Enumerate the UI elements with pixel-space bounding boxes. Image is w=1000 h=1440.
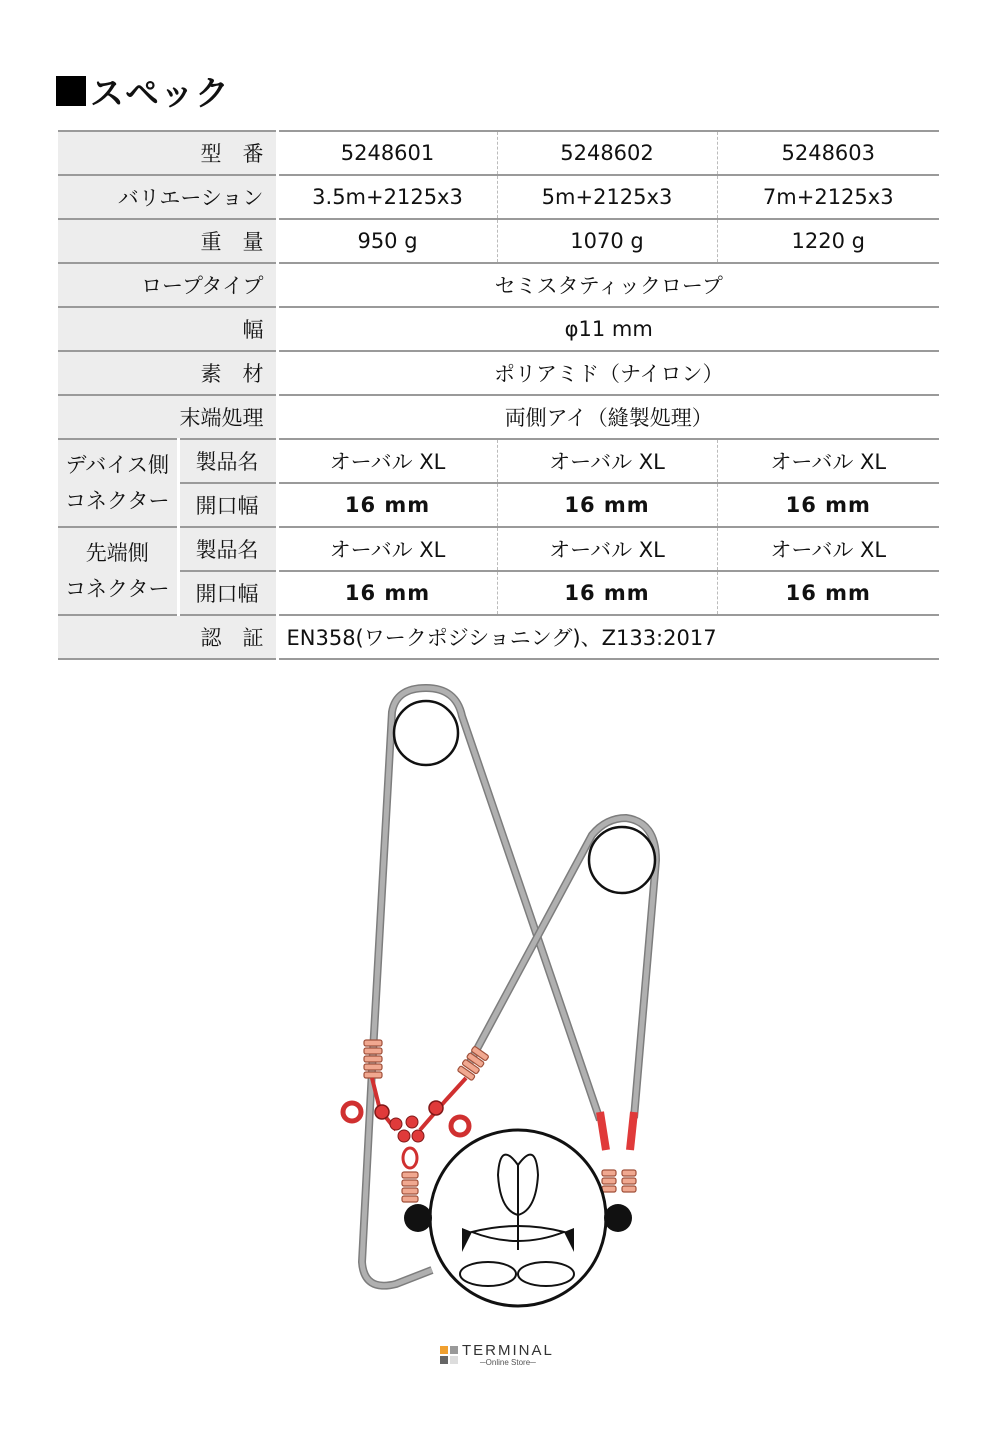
table-row bbox=[58, 615, 939, 659]
table-row bbox=[58, 131, 939, 175]
label-model: 型 番 bbox=[58, 131, 277, 175]
label-certification: 認 証 bbox=[58, 615, 277, 659]
device-connector-line1: デバイス側 bbox=[65, 453, 170, 477]
end-treatment: 両側アイ（縫製処理） bbox=[277, 395, 939, 439]
tip-opening-3: 16 mm bbox=[717, 571, 939, 615]
model-2: 5248602 bbox=[497, 131, 717, 175]
weight-2: 1070 g bbox=[497, 219, 717, 263]
device-opening-2: 16 mm bbox=[497, 483, 717, 527]
sleeve-left bbox=[364, 1040, 382, 1078]
label-opening: 開口幅 bbox=[178, 571, 277, 615]
table-row bbox=[58, 219, 939, 263]
device-connector-line2: コネクター bbox=[64, 489, 170, 513]
label-material: 素 材 bbox=[58, 351, 277, 395]
table-row bbox=[58, 571, 939, 615]
tree-pulley-icon bbox=[394, 701, 655, 893]
label-rope-type: ロープタイプ bbox=[58, 263, 277, 307]
table-row bbox=[58, 263, 939, 307]
page-title bbox=[56, 66, 230, 115]
worker-head-icon bbox=[404, 1130, 632, 1306]
tip-connector-line1: 先端側 bbox=[85, 541, 149, 565]
tip-connector-line2: コネクター bbox=[64, 577, 170, 601]
tip-name-2: オーバル XL bbox=[497, 527, 717, 571]
rope-diagram bbox=[0, 680, 1000, 1320]
tip-opening-2: 16 mm bbox=[497, 571, 717, 615]
logo-tagline: ─Online Store─ bbox=[480, 1358, 536, 1367]
spec-table bbox=[58, 130, 939, 660]
label-end-treatment: 末端処理 bbox=[58, 395, 277, 439]
logo-brand: TERMINAL bbox=[462, 1342, 554, 1359]
model-1: 5248601 bbox=[277, 131, 497, 175]
page-title-text: スペック bbox=[90, 74, 230, 114]
device-opening-3: 16 mm bbox=[717, 483, 939, 527]
label-product-name: 製品名 bbox=[178, 527, 277, 571]
device-name-1: オーバル XL bbox=[277, 439, 497, 483]
certification: EN358(ワークポジショニング)、Z133:2017 bbox=[277, 615, 939, 659]
label-variation: バリエーション bbox=[58, 175, 277, 219]
table-row bbox=[58, 439, 939, 483]
material: ポリアミド（ナイロン） bbox=[277, 351, 939, 395]
label-device-connector bbox=[58, 439, 178, 527]
weight-3: 1220 g bbox=[717, 219, 939, 263]
table-row bbox=[58, 175, 939, 219]
table-row bbox=[58, 483, 939, 527]
table-row bbox=[58, 307, 939, 351]
device-name-3: オーバル XL bbox=[717, 439, 939, 483]
variation-3: 7m+2125x3 bbox=[717, 175, 939, 219]
table-row bbox=[58, 351, 939, 395]
label-tip-connector bbox=[58, 527, 178, 615]
variation-2: 5m+2125x3 bbox=[497, 175, 717, 219]
tip-opening-1: 16 mm bbox=[277, 571, 497, 615]
tip-name-1: オーバル XL bbox=[277, 527, 497, 571]
rope-type: セミスタティックロープ bbox=[277, 263, 939, 307]
label-opening: 開口幅 bbox=[178, 483, 277, 527]
variation-1: 3.5m+2125x3 bbox=[277, 175, 497, 219]
label-weight: 重 量 bbox=[58, 219, 277, 263]
rope-width: φ11 mm bbox=[277, 307, 939, 351]
model-3: 5248603 bbox=[717, 131, 939, 175]
table-row bbox=[58, 527, 939, 571]
tip-name-3: オーバル XL bbox=[717, 527, 939, 571]
square-bullet-icon bbox=[56, 76, 86, 106]
logo-tiles-icon bbox=[440, 1346, 458, 1364]
device-name-2: オーバル XL bbox=[497, 439, 717, 483]
table-row bbox=[58, 395, 939, 439]
store-logo bbox=[440, 1343, 554, 1367]
weight-1: 950 g bbox=[277, 219, 497, 263]
device-opening-1: 16 mm bbox=[277, 483, 497, 527]
label-width: 幅 bbox=[58, 307, 277, 351]
label-product-name: 製品名 bbox=[178, 439, 277, 483]
